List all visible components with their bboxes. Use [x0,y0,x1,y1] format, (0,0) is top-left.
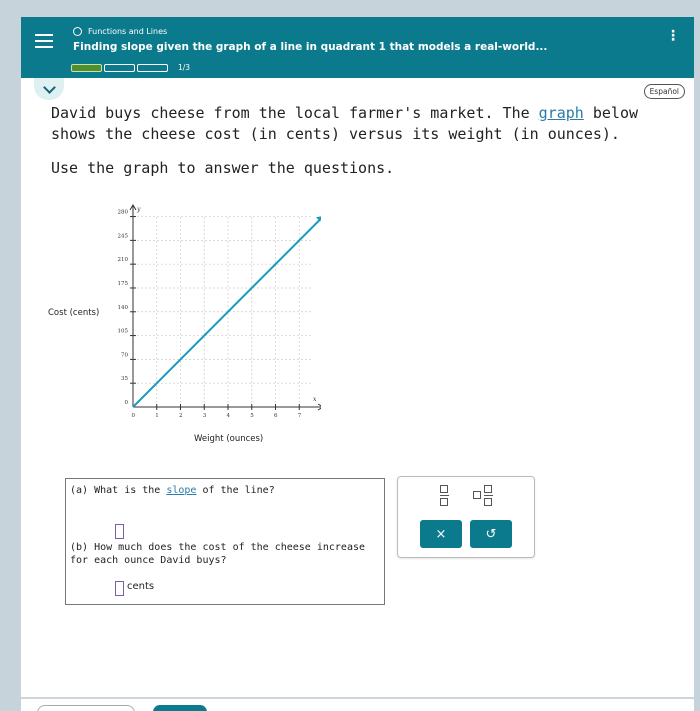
question-a-text: What is the [94,485,167,496]
chevron-down-icon [43,81,56,94]
y-tick-label: 70 [121,352,128,359]
x-tick-label: 6 [274,413,278,419]
mixed-number-icon[interactable] [481,485,495,505]
collapse-toggle[interactable] [34,78,64,100]
question-a [70,485,275,496]
cost-line-arrow [317,217,321,221]
x-axis-label: Weight (ounces) [194,434,264,444]
y-tick-label: 35 [121,376,128,383]
prompt-text: David buys cheese from the local farmer's market. The [51,104,539,122]
y-tick-label: 175 [117,280,128,287]
topic-row [73,27,167,36]
question-b [70,541,384,567]
math-toolbar [397,476,535,558]
slope-input[interactable] [115,524,124,539]
y-tick-label: 280 [117,209,128,216]
slope-link[interactable]: slope [166,485,197,496]
footer-divider [21,697,694,699]
graph-link[interactable]: graph [538,104,584,122]
x-tick-label: 3 [202,413,207,419]
problem-prompt [51,103,691,179]
primary-footer-button[interactable] [153,705,207,711]
instruction: Use the graph to answer the questions. [51,159,395,177]
x-tick-label: 1 [155,413,159,419]
x-axis-letter: x [313,396,317,403]
x-tick-label: 0 [131,413,135,419]
x-tick-label: 7 [297,413,302,419]
y-axis-label: Cost (cents) [48,307,100,318]
mixed-number-whole-icon [473,491,481,499]
secondary-footer-button[interactable] [37,705,135,711]
x-tick-label: 2 [179,413,183,419]
clear-button[interactable]: × [420,520,462,548]
question-b-text: How much does the cost of the cheese increase for each ounce David buys? [70,542,366,566]
y-tick-label: 210 [117,257,128,264]
y-tick-label: 0 [124,400,128,406]
lesson-title: Finding slope given the graph of a line in quadrant 1 that models a real-world... [73,41,548,53]
x-tick-label: 4 [226,413,230,419]
y-tick-label: 105 [117,328,128,335]
question-a-text-end: of the line? [196,485,275,496]
topic-label: Functions and Lines [88,27,168,36]
topic-circle-icon [73,27,82,36]
menu-icon[interactable] [35,34,53,48]
question-a-label: (a) [70,485,89,496]
cents-unit-label: cents [127,581,155,592]
undo-button[interactable]: ↺ [470,520,512,548]
x-tick-label: 5 [250,413,254,419]
progress-segment [104,64,135,72]
problem-statement [51,103,691,145]
question-b-label: (b) [70,542,89,553]
y-tick-label: 245 [117,233,128,240]
more-options-icon[interactable]: ⋮ [666,28,680,44]
app-window [21,17,694,711]
cost-weight-graph [21,195,321,450]
header-bar [21,17,694,78]
progress-segment [71,64,102,72]
y-axis-letter: y [137,206,141,213]
cents-input[interactable] [115,581,124,596]
progress-bar [71,63,190,72]
progress-segment [137,64,168,72]
prompt-text-end: below shows the cheese cost (in cents) versus its weight (in ounces). [51,104,639,143]
answer-box [65,478,385,605]
fraction-icon[interactable] [437,485,451,505]
language-button[interactable]: Español [644,84,685,99]
progress-count: 1/3 [178,63,191,72]
y-tick-label: 140 [117,304,128,311]
